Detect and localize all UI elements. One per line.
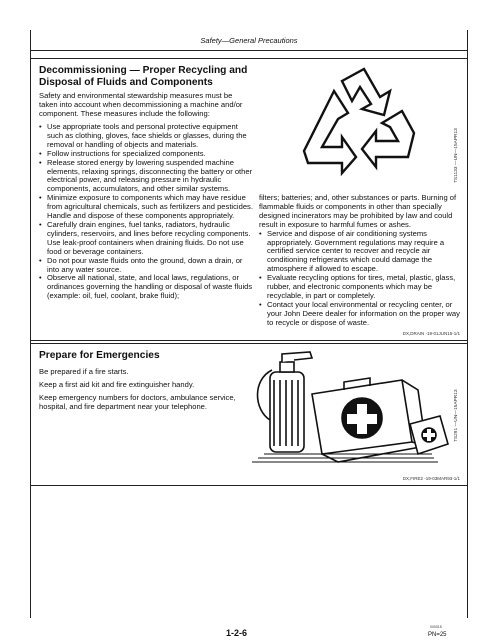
decommissioning-section [30,58,468,341]
emergencies-line-2: Keep a first aid kit and fire extinguisher handy. [39,380,195,389]
emergencies-title: Prepare for Emergencies [39,350,160,361]
emergencies-image-code: TS291 —UN—15APR13 [454,389,459,442]
decommissioning-intro: Safety and environmental stewardship measures must be taken into account when decommissioning a machine and/or component. These measures include the following: [39,91,243,118]
list-item: • Follow instructions for specialized components. [39,150,253,159]
decommissioning-image-code: TS1133 —UN—15APR13 [454,128,459,183]
decommissioning-title-line2: Disposal of Fluids and Components [39,77,213,88]
decommissioning-bullet-list [39,123,253,301]
emergencies-line-3: Keep emergency numbers for doctors, ambulance service, hospital, and fire department near your telephone. [39,393,236,411]
list-item: • Observe all national, state, and local laws, regulations, or ordinances governing the handling or disposal of waste fluids (example: oil, fuel, coolant, brake fluid); [39,274,253,301]
emergencies-section [30,343,468,486]
page-header: Safety—General Precautions [200,36,298,45]
list-item: • Do not pour waste fluids onto the ground, down a drain, or into any water source. [39,257,253,275]
decommissioning-right-bullet-list [259,230,461,328]
decommissioning-doc-code: DX,DRAIN -19-01JUN15-1/1 [402,331,460,336]
decommissioning-title-line1: Decommissioning — Proper Recycling and [39,65,248,76]
list-item: • Minimize exposure to components which may have residue from agricultural chemicals, such as fertilizers and pesticides. Handle and dispose of these components appropriately. [39,194,253,221]
list-item: • Release stored energy by lowering suspended machine elements, relaxing springs, disconnecting the battery or other electrical power, and releasing pressure in hydraulic components, accumulators, and other similar systems. [39,159,253,195]
recycle-icon [298,67,418,177]
emergencies-doc-code: DX,FIRE2 -19-03MAR93-1/1 [402,476,460,481]
list-item: • Service and dispose of air conditioning systems appropriately. Government regulations may require a certified service center to recover and recycle air conditioning refrigerants which could damage the atmosphere if allowed to escape. [259,230,461,275]
decommissioning-title [39,65,247,89]
page-number: 1-2-6 [226,628,248,638]
header-rule [30,50,468,51]
decommissioning-right-column [259,194,461,328]
list-item: • Evaluate recycling options for tires, metal, plastic, glass, rubber, and electronic components which may be recyclable, in part or completely. [259,274,461,301]
emergencies-line-1: Be prepared if a fire starts. [39,367,129,376]
fire-extinguisher-first-aid-icon [252,350,450,465]
list-item: • Use appropriate tools and personal protective equipment such as clothing, gloves, face shields or glasses, during the removal or handling of objects and materials. [39,123,253,150]
page-mark: 000015 [430,625,442,629]
list-item: • Carefully drain engines, fuel tanks, radiators, hydraulic cylinders, reservoirs, and lines before recycling components. Use leak-proof containers when draining fluids. Do not use food or beverage containers. [39,221,253,257]
pn-label: PN=25 [428,632,447,638]
right-continuation-text: filters; batteries; and, other substances or parts. Burning of flammable fluids or components in other than specially designed incinerators may be prohibited by law and could result in exposure to harmful fumes or ashes. [259,193,457,229]
list-item: • Contact your local environmental or recycling center, or your John Deere dealer for information on the proper way to recycle or dispose of waste. [259,301,461,328]
